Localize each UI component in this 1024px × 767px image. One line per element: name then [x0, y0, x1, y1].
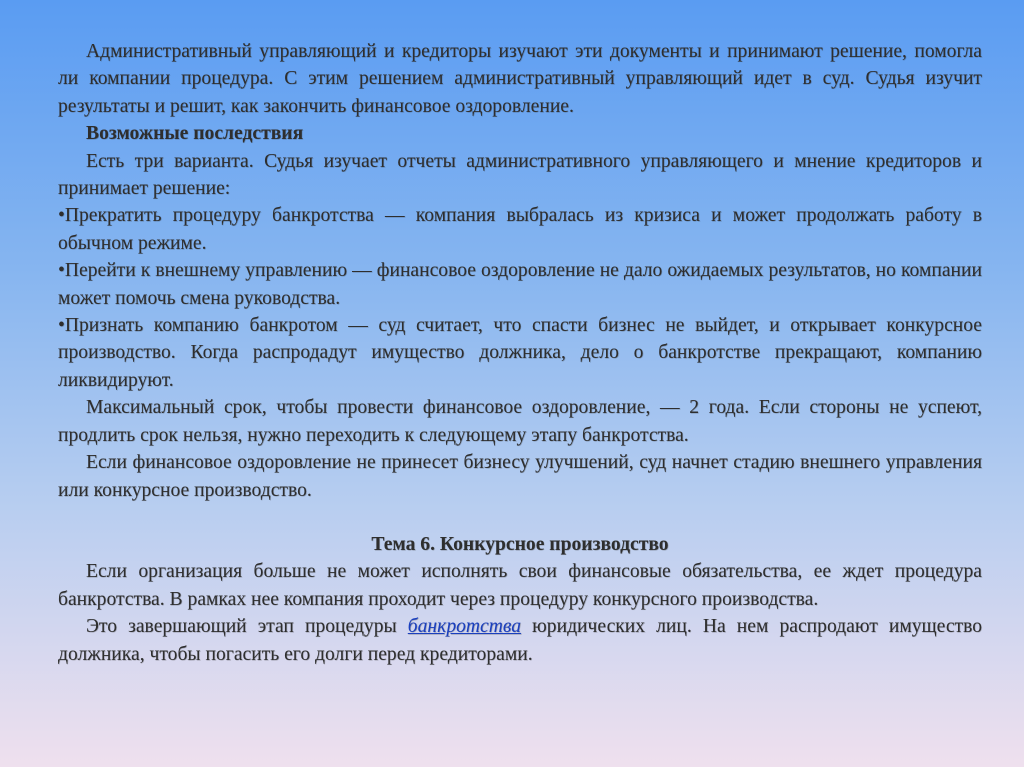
bullet-external-management: •Перейти к внешнему управлению — финансовое оздоровление не дало ожидаемых результатов, но компании может помочь смена руководства.: [58, 260, 982, 309]
paragraph-no-improvement: Если финансовое оздоровление не принесет бизнесу улучшений, суд начнет стадию внешнего управления или конкурсное производство.: [58, 452, 982, 501]
heading-topic-6: Тема 6. Конкурсное производство: [371, 533, 669, 555]
final-stage-text-start: Это завершающий этап процедуры: [86, 616, 408, 638]
bullet-terminate: •Прекратить процедуру банкротства — компания выбралась из кризиса и может продолжать работу в обычном режиме.: [58, 205, 982, 254]
spacer: [58, 504, 982, 531]
final-stage-text-end: юридических лиц. На нем распродают имущество должника, чтобы погасить его долги перед кредиторами.: [58, 616, 982, 665]
paragraph-three-options: Есть три варианта. Судья изучает отчеты административного управляющего и мнение кредиторов и принимает решение:: [58, 150, 982, 200]
paragraph-procedure: Если организация больше не может исполнять свои финансовые обязательства, ее ждет процедура банкротства. В рамках нее компания проходит через процедуру конкурсного производства.: [58, 561, 982, 610]
bankruptcy-link[interactable]: банкротства: [407, 616, 522, 638]
paragraph-intro: Административный управляющий и кредиторы изучают эти документы и принимают решение, помогла ли компании процедура. С этим решением административный управляющий идет в суд. Судья изучит результаты и решит, как закончить финансовое оздоровление.: [58, 41, 982, 117]
slide-content: [58, 38, 982, 668]
paragraph-max-term: Максимальный срок, чтобы провести финансовое оздоровление, — 2 года. Если стороны не успеют, продлить срок нельзя, нужно переходить к следующему этапу банкротства.: [58, 397, 982, 446]
paragraph-final-stage: [58, 613, 982, 668]
heading-consequences: Возможные последствия: [86, 123, 304, 145]
bullet-bankrupt: •Признать компанию банкротом — суд считает, что спасти бизнес не выйдет, и открывает конкурсное производство. Когда распродадут имущество должника, дело о банкротстве прекращают, компанию ликвидируют.: [58, 315, 982, 391]
